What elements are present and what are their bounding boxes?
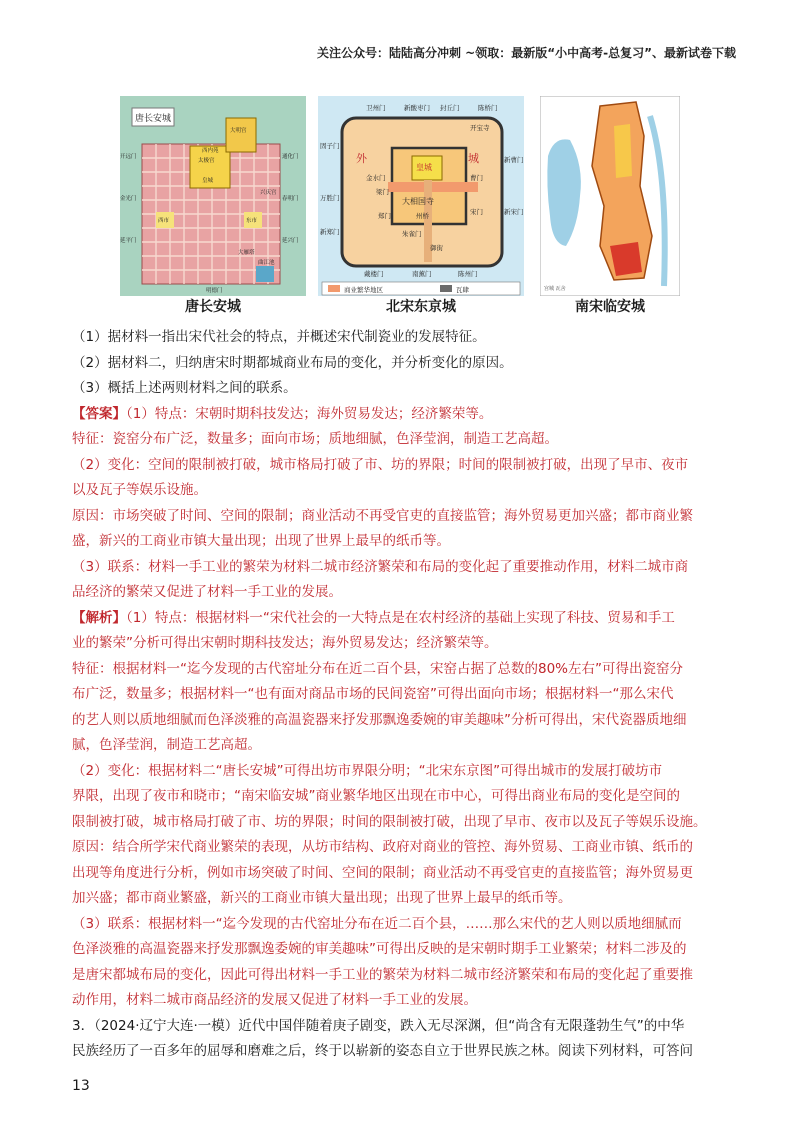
answer-tag: 【答案】 — [72, 405, 126, 422]
svg-text:城: 城 — [468, 152, 479, 165]
svg-text:通化门: 通化门 — [282, 154, 299, 160]
answer-line: 特征：瓷窑分布广泛，数量多；面向市场；质地细腻，色泽莹润，制造工艺高超。 — [72, 431, 558, 447]
analysis-line: 【解析】（1）特点：根据材料一“宋代社会的一大特点是在农村经济的基础上实现了科技、贸易和手工 — [72, 609, 675, 626]
svg-text:新酸枣门: 新酸枣门 — [404, 104, 430, 112]
svg-text:春明门: 春明门 — [282, 196, 299, 202]
caption-linan: 南宋临安城 — [575, 299, 645, 315]
analysis-line: 布广泛，数量多；根据材料一“也有面对商品市场的民间瓷窑”可得出面向市场；根据材料一“那么宋代 — [72, 686, 674, 702]
svg-text:固子门: 固子门 — [320, 142, 340, 150]
analysis-line: 限制被打破，城市格局打破了市、坊的界限；时间的限制被打破，出现了早市、夜市以及瓦子等娱乐设施。 — [72, 813, 707, 830]
analysis-line: 出现等角度进行分析，例如市场突破了时间、空间的限制；商业活动不再受官吏的直接监管；海外贸易更 — [72, 864, 693, 881]
svg-text:新宋门: 新宋门 — [504, 208, 524, 216]
analysis-line: 腻，色泽莹润，制造工艺高超。 — [72, 737, 261, 753]
question3-line: 3．（2024·辽宁大连·一模）近代中国伴随着庚子剧变，跌入无尽深渊，但“尚含有无限蓬勃生气”的中华 — [72, 1017, 685, 1034]
svg-text:新曹门: 新曹门 — [504, 156, 524, 164]
svg-text:封丘门: 封丘门 — [440, 104, 460, 112]
svg-text:金光门: 金光门 — [120, 196, 137, 202]
kaifeng-map — [318, 96, 524, 296]
answer-line: （2）变化：空间的限制被打破，城市格局打破了市、坊的界限；时间的限制被打破，出现了早市、夜市 — [72, 456, 689, 473]
caption-chang-an: 唐长安城 — [185, 299, 241, 315]
svg-text:延兴门: 延兴门 — [282, 238, 299, 244]
analysis-line: （2）变化：根据材料二“唐长安城”可得出坊市界限分明；“北宋东京图”可得出城市的发展打破坊市 — [72, 762, 663, 779]
question-2: （2）据材料二，归纳唐宋时期都城商业布局的变化，并分析变化的原因。 — [72, 354, 513, 371]
svg-text:西市: 西市 — [158, 218, 170, 224]
svg-text:梁门: 梁门 — [376, 188, 389, 196]
linan-map — [540, 96, 680, 296]
svg-text:大明宫: 大明宫 — [230, 128, 247, 134]
analysis-line: （3）联系：根据材料一“迄今发现的古代窑址分布在近二百个县，……那么宋代的艺人则以质地细腻而 — [72, 915, 682, 932]
maps-figure — [0, 96, 800, 320]
answer-line: 盛，新兴的工商业市镇大量出现；出现了世界上最早的纸币等。 — [72, 533, 450, 549]
page-number: 13 — [72, 1078, 90, 1094]
svg-text:戴楼门: 戴楼门 — [364, 270, 384, 278]
answer-line: 以及瓦子等娱乐设施。 — [72, 482, 207, 498]
answer-line: 【答案】（1）特点：宋朝时期科技发达；海外贸易发达；经济繁荣等。 — [72, 405, 493, 422]
svg-text:陈桥门: 陈桥门 — [478, 104, 498, 112]
svg-text:外: 外 — [356, 152, 367, 165]
svg-text:新郑门: 新郑门 — [320, 228, 340, 236]
chang-an-map — [120, 96, 306, 296]
svg-text:卫州门: 卫州门 — [366, 104, 386, 112]
analysis-line: 色泽淡雅的高温瓷器来抒发那飘逸委婉的审美趣味”可得出反映的是宋朝时期手工业繁荣；材料二涉及的 — [72, 941, 687, 957]
answer-line: 品经济的繁荣又促进了材料一手工业的发展。 — [72, 584, 342, 600]
svg-text:陈州门: 陈州门 — [458, 270, 478, 278]
answer-line: （3）联系：材料一手工业的繁荣为材料二城市经济繁荣和布局的变化起了重要推动作用，材料二城市商 — [72, 558, 689, 575]
legend-swatch-commercial — [328, 285, 340, 292]
caption-kaifeng: 北宋东京城 — [386, 299, 456, 315]
svg-text:延平门: 延平门 — [120, 238, 137, 244]
page-header: 关注公众号：陆陆高分冲刺 ~领取：最新版“小中高考-总复习”、最新试卷下载 — [317, 46, 736, 60]
analysis-line: 业的繁荣”分析可得出宋朝时期科技发达；海外贸易发达；经济繁荣等。 — [72, 635, 498, 651]
svg-text:万胜门: 万胜门 — [320, 194, 340, 202]
svg-text:开宝寺: 开宝寺 — [470, 124, 490, 132]
answer-line: 原因：市场突破了时间、空间的限制；商业活动不再受官吏的直接监管；海外贸易更加兴盛；都市商业繁 — [72, 507, 693, 524]
question-3: （3）概括上述两则材料之间的联系。 — [72, 380, 297, 396]
svg-text:皇城: 皇城 — [416, 163, 432, 172]
analysis-line: 原因：结合所学宋代商业繁荣的表现，从坊市结构、政府对商业的管控、海外贸易、工商业市镇、纸币的 — [72, 839, 693, 855]
svg-text:西内苑: 西内苑 — [202, 148, 219, 154]
legend-swatch-washi — [440, 285, 452, 292]
question-1: （1）据材料一指出宋代社会的特点，并概述宋代制瓷业的发展特征。 — [72, 329, 486, 345]
svg-text:东市: 东市 — [246, 218, 258, 224]
svg-text:开远门: 开远门 — [120, 154, 137, 160]
analysis-line: 动作用，材料二城市商品经济的发展又促进了材料一手工业的发展。 — [72, 992, 477, 1008]
svg-text:郑门: 郑门 — [378, 212, 391, 220]
analysis-line: 的艺人则以质地细腻而色泽淡雅的高温瓷器来抒发那飘逸委婉的审美趣味”分析可得出，宋代瓷器质地细 — [72, 711, 687, 728]
linan-legend: 宫城 瓦舍 — [544, 286, 566, 292]
svg-text:大相国寺: 大相国寺 — [402, 197, 434, 206]
svg-text:曲江池: 曲江池 — [258, 260, 275, 266]
svg-text:大雁塔: 大雁塔 — [238, 250, 255, 256]
svg-text:兴庆宫: 兴庆宫 — [260, 190, 277, 196]
svg-text:朱雀门: 朱雀门 — [402, 230, 422, 238]
document-body — [72, 325, 744, 1065]
svg-text:皇城: 皇城 — [202, 178, 214, 184]
legend-washi: 瓦肆 — [456, 286, 469, 294]
analysis-line: 加兴盛；都市商业繁盛，新兴的工商业市镇大量出现；出现了世界上最早的纸币等。 — [72, 890, 572, 906]
analysis-tag: 【解析】 — [72, 609, 126, 626]
question3-line: 民族经历了一百多年的屈辱和磨难之后，终于以崭新的姿态自立于世界民族之林。阅读下列材料，可答问 — [72, 1043, 693, 1059]
svg-text:宋门: 宋门 — [470, 208, 483, 216]
svg-text:金水门: 金水门 — [366, 174, 386, 182]
svg-text:明德门: 明德门 — [206, 288, 223, 294]
svg-text:御街: 御街 — [430, 244, 443, 252]
svg-text:太极宫: 太极宫 — [198, 158, 215, 164]
analysis-line: 是唐宋都城布局的变化，因此可得出材料一手工业的繁荣为材料二城市经济繁荣和布局的变化起了重要推 — [72, 966, 693, 983]
svg-text:曹门: 曹门 — [470, 174, 483, 182]
analysis-line: 特征：根据材料一“迄今发现的古代窑址分布在近二百个县，宋窑占据了总数的80%左右”可得出瓷窑分 — [72, 660, 683, 677]
legend-commercial: 商业繁华地区 — [344, 286, 383, 294]
chang-an-title: 唐长安城 — [134, 114, 172, 124]
svg-text:南薰门: 南薰门 — [412, 270, 432, 278]
svg-text:州桥: 州桥 — [416, 212, 429, 220]
analysis-line: 界限，出现了夜市和晓市；“南宋临安城”商业繁华地区出现在市中心，可得出商业布局的变化是空间的 — [72, 788, 680, 804]
